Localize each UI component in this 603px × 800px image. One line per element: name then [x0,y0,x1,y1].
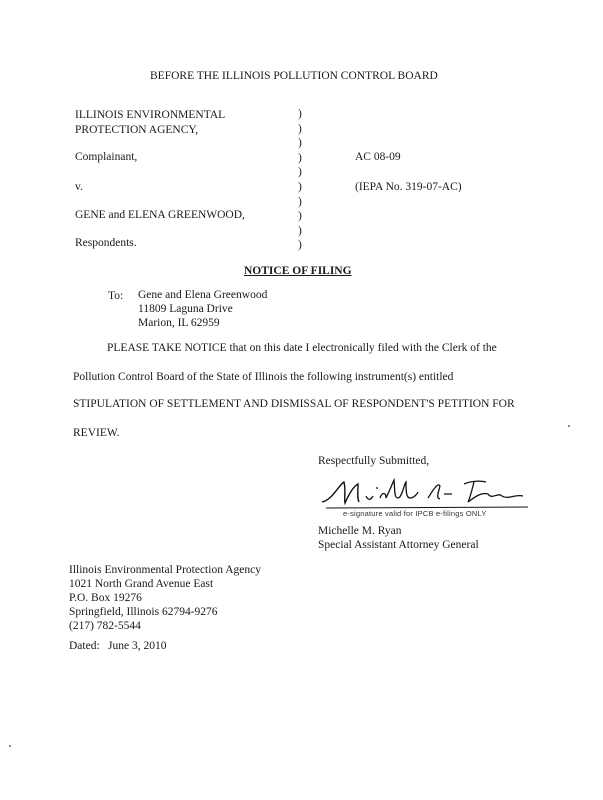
agency-address-line: (217) 782-5544 [69,620,141,632]
paren: ) [298,224,302,237]
paren: ) [298,210,302,223]
signer-name: Michelle M. Ryan [318,525,402,537]
notice-body-line: Pollution Control Board of the State of Illinois the following instrument(s) entitled [73,371,454,383]
respondent-label: Respondents. [75,237,137,249]
versus-label: v. [75,181,83,193]
closing-text: Respectfully Submitted, [318,455,430,467]
case-number: AC 08-09 [355,151,401,163]
addressee-line: 11809 Laguna Drive [138,303,233,315]
to-label: To: [108,290,124,302]
iepa-number: (IEPA No. 319-07-AC) [355,181,462,193]
paren: ) [298,239,302,252]
agency-address-line: Springfield, Illinois 62794-9276 [69,606,218,618]
caption-parentheses [298,107,302,253]
addressee-line: Gene and Elena Greenwood [138,289,268,301]
notice-heading: NOTICE OF FILING [244,265,352,277]
document-title: BEFORE THE ILLINOIS POLLUTION CONTROL BOARD [150,70,438,82]
paren: ) [298,108,302,120]
paren: ) [298,166,302,179]
dated-label: Dated: [69,640,100,652]
paren: ) [298,151,302,164]
paren: ) [298,195,302,208]
paren: ) [298,137,302,150]
agency-address-line: P.O. Box 19276 [69,592,142,604]
handwritten-signature [318,476,533,512]
dated-value: June 3, 2010 [108,640,167,652]
complainant-name-line1: ILLINOIS ENVIRONMENTAL [75,109,226,121]
notice-body-line: PLEASE TAKE NOTICE that on this date I electronically filed with the Clerk of the [107,342,497,354]
agency-address-line: 1021 North Grand Avenue East [69,578,214,590]
paren: ) [298,122,302,135]
scan-speck [568,425,570,427]
agency-address-line: Illinois Environmental Protection Agency [69,564,261,576]
esignature-note: e-signature valid for IPCB e-filings ONLY [343,509,487,518]
notice-body-line: REVIEW. [73,427,120,439]
signer-title: Special Assistant Attorney General [318,539,479,551]
addressee-line: Marion, IL 62959 [138,317,220,329]
respondent-name: GENE and ELENA GREENWOOD, [75,209,245,221]
notice-body-line: STIPULATION OF SETTLEMENT AND DISMISSAL OF RESPONDENT'S PETITION FOR [73,398,515,410]
complainant-name-line2: PROTECTION AGENCY, [75,124,199,136]
scan-speck [9,745,11,747]
paren: ) [298,180,302,193]
complainant-label: Complainant, [75,151,138,163]
